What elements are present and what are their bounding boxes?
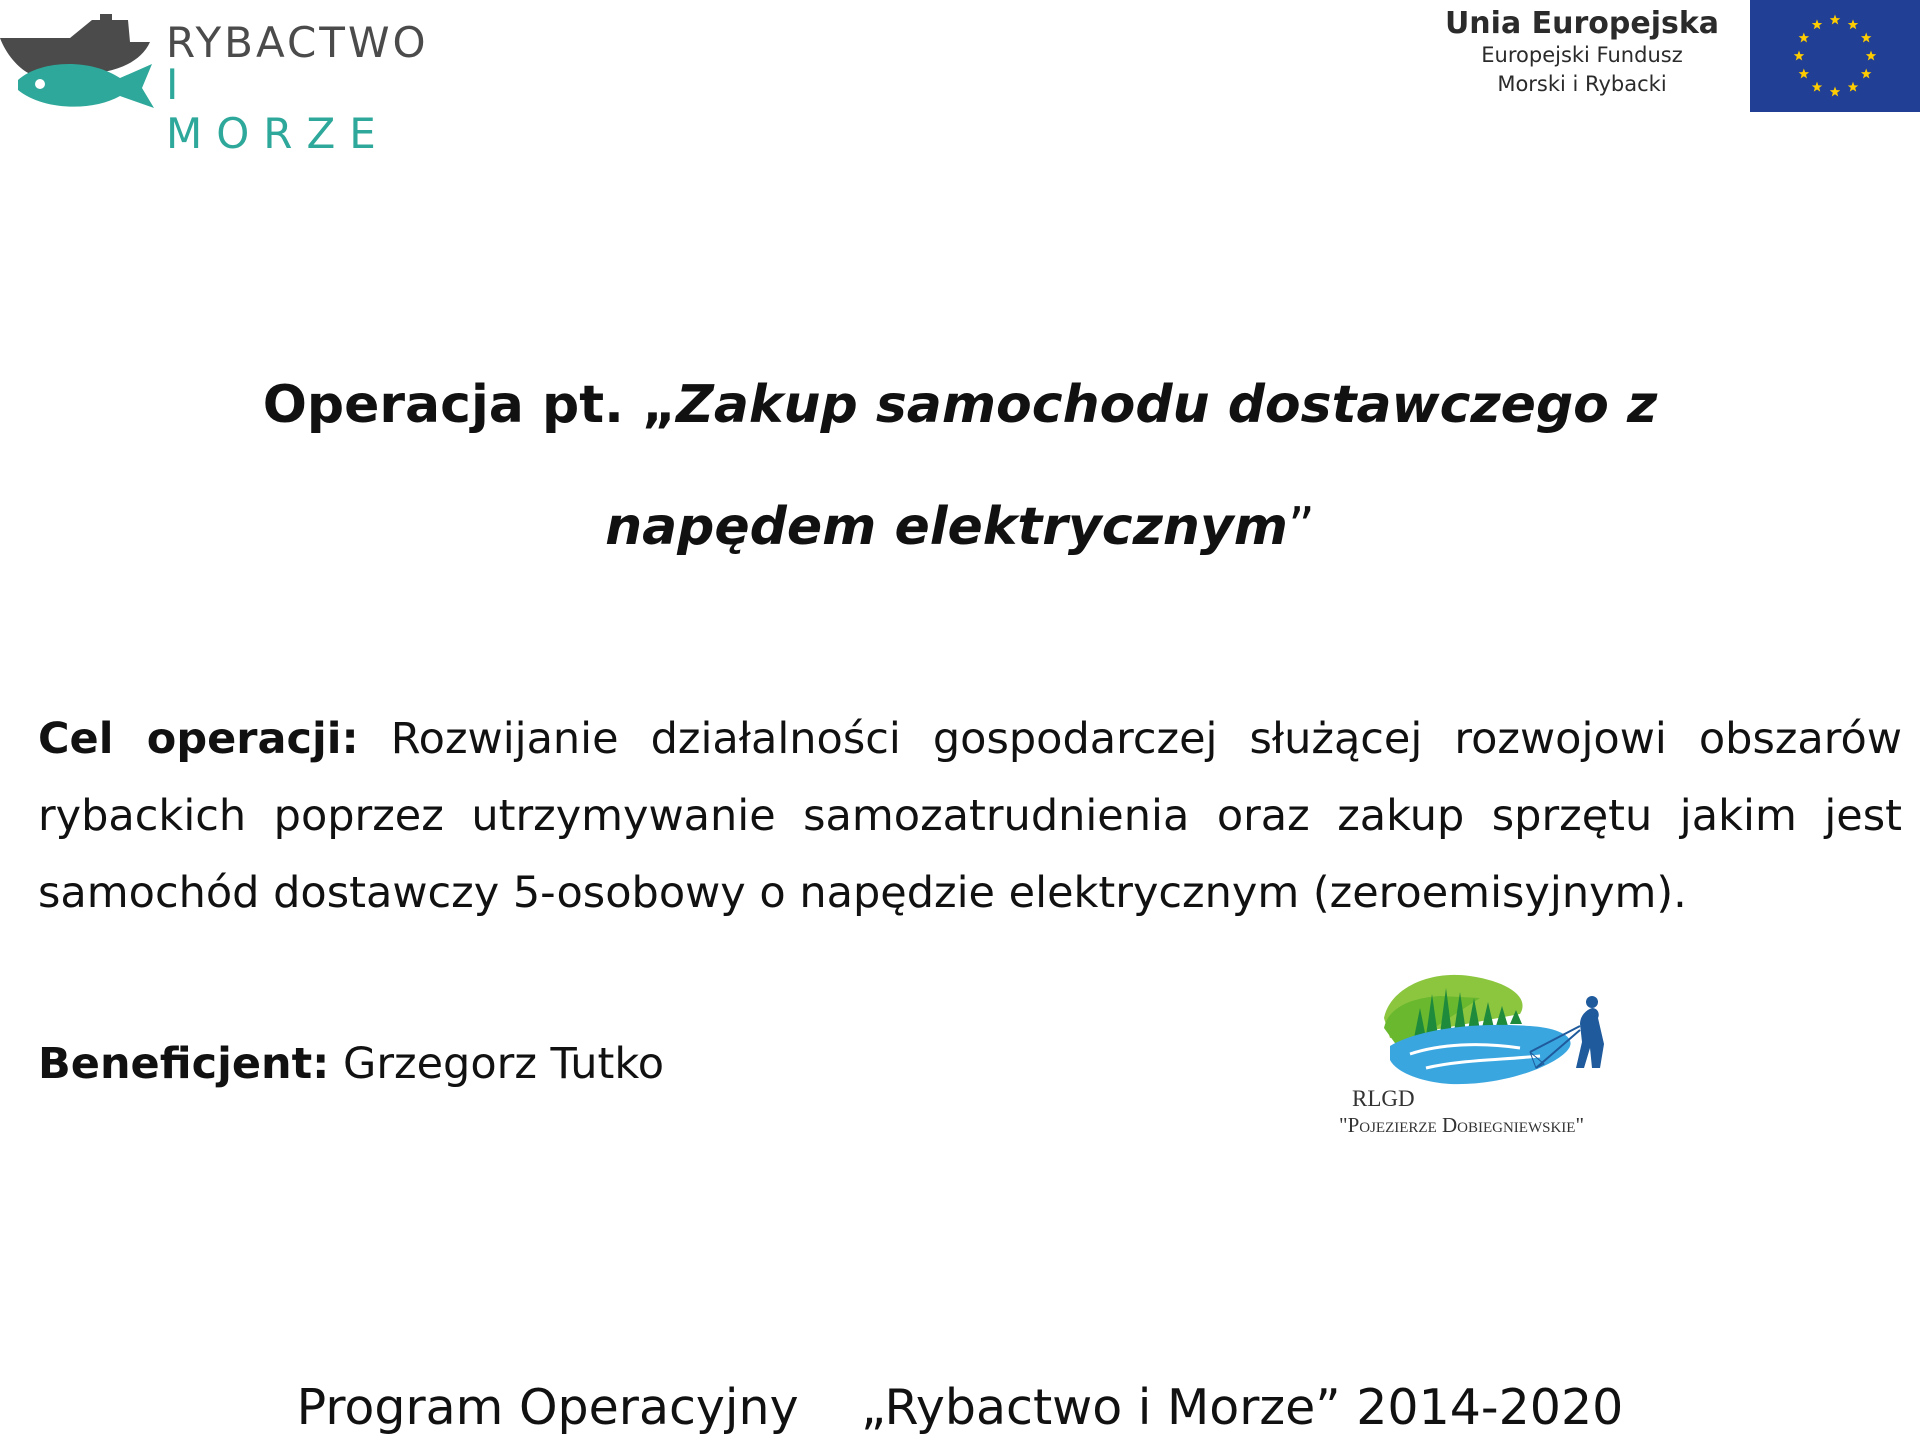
eu-star-icon [1799,33,1809,43]
eu-title: Unia Europejska [1444,6,1720,41]
beneficiary-label: Beneficjent: [38,1039,330,1089]
operation-title-suffix: ” [1287,497,1315,557]
logo-text-rybactwo: RYBACTWO [166,18,429,67]
lake-fisherman-logo-icon [1330,968,1630,1096]
rybactwo-i-morze-logo [0,8,429,158]
beneficiary-name: Grzegorz Tutko [329,1039,665,1089]
eu-star-icon [1830,15,1840,25]
eu-fund-line1: Europejski Fundusz [1481,43,1683,67]
program-footer: Program Operacyjny „Rybactwo i Morze” 2014-2020 [296,1379,1624,1436]
operation-goal-paragraph [38,701,1902,932]
eu-star-icon [1812,19,1822,29]
eu-star-icon [1866,51,1876,61]
fish-boat-logo-icon [0,8,165,112]
rlgd-logo [1330,968,1670,1146]
eu-star-icon [1812,82,1822,92]
logo-text-i-morze: I MORZE [166,60,390,158]
rlgd-name: RLGD [1352,1086,1415,1111]
eu-logo-text [1432,4,1732,99]
goal-label: Cel operacji: [38,714,359,764]
goal-text: Rozwijanie działalności gospodarczej służącej rozwojowi obszarów rybackich poprzez utrzymywanie samozatrudnienia oraz zakup sprzętu jakim jest samochód dostawczy 5-osobowy o napędzie elektrycznym (zeroemisyjnym). [38,714,1902,918]
eu-star-icon [1848,82,1858,92]
operation-title [120,344,1800,588]
eu-star-icon [1799,69,1809,79]
beneficiary-line [38,1026,664,1103]
eu-star-icon [1861,33,1871,43]
operation-title-prefix: Operacja pt. „ [262,375,677,435]
eu-star-icon [1861,69,1871,79]
eu-star-icon [1830,87,1840,97]
operation-title-name: Zakup samochodu dostawczego z napędem elektrycznym [605,375,1658,557]
eu-star-icon [1848,19,1858,29]
eu-flag-icon [1750,0,1920,112]
eu-star-icon [1794,51,1804,61]
rlgd-subtitle: "Pojezierze Dobiegniewskie" [1339,1113,1585,1137]
eu-fund-line2: Morski i Rybacki [1497,72,1667,96]
